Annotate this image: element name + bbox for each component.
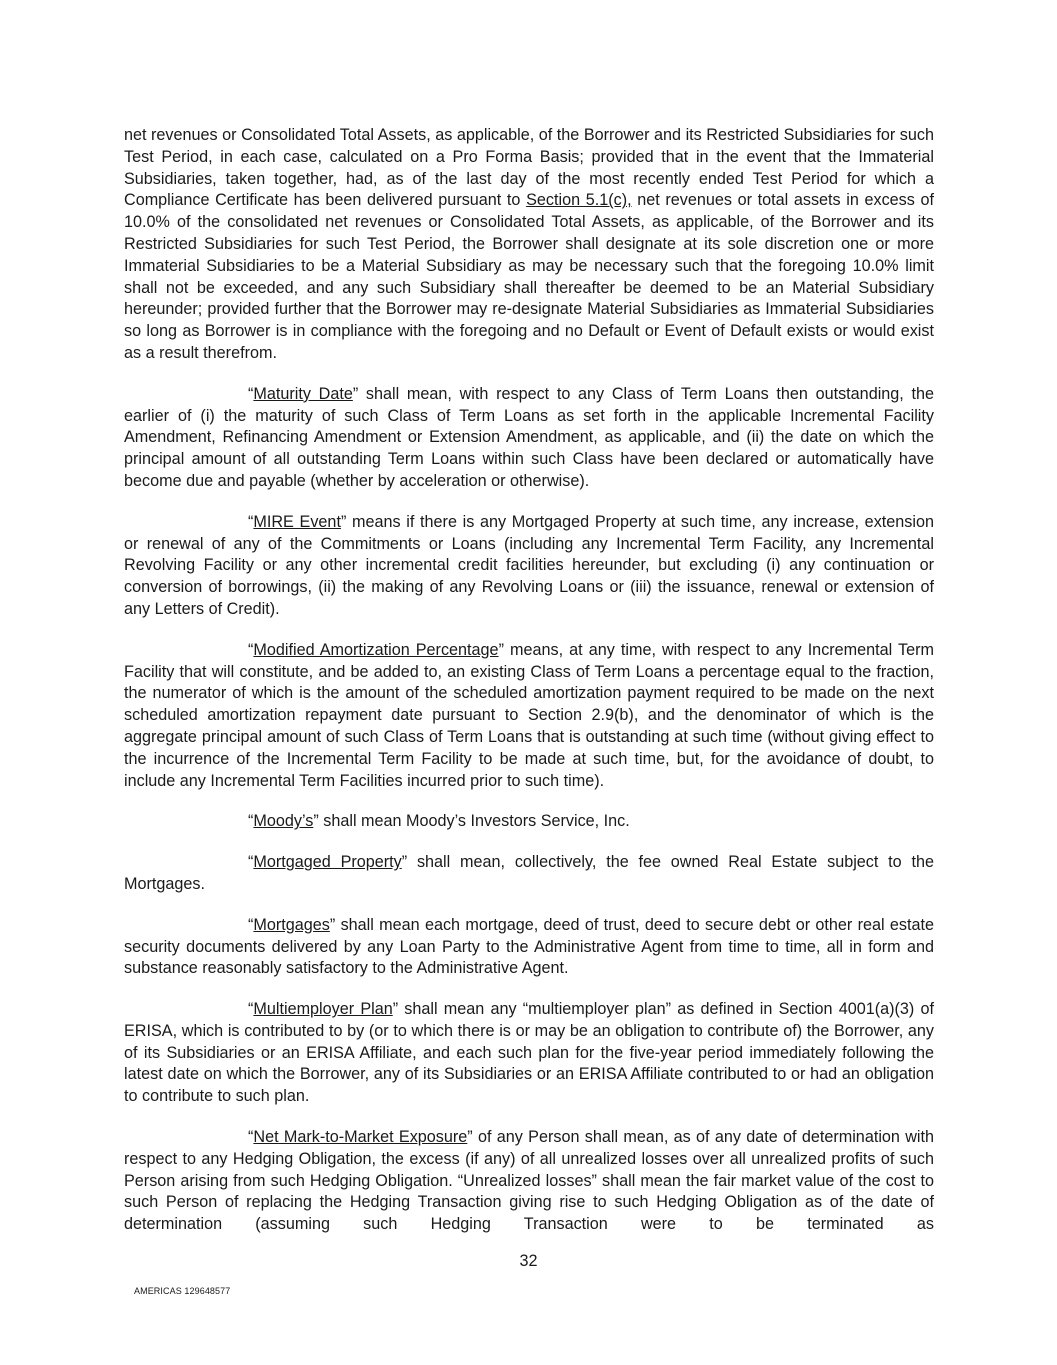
definition-mire-event: “MIRE Event” means if there is any Mortgaged Property at such time, any increase, extension or renewal of any of the Commitments or Loans (including any Incremental Term Facility, any Incremental Revolving Facility or any other incremental credit facilities hereunder, but excluding (i) any continuation or conversion of borrowings, (ii) the making of any Revolving Loans or (iii) the issuance, renewal or extension of any Letters of Credit). [124, 512, 934, 618]
section-reference: Section 5.1(c), [526, 191, 632, 210]
paragraph-text: net revenues or Consolidated Total Assets, as applicable, of the Borrower and its Restricted Subsidiaries for such Test Period, in each case, calculated on a Pro Forma Basis; provided that in the event that the Immaterial Subsidiaries, taken together, had, as of the last day of the most recently ended Test Period for which a Compliance Certificate has been delivered pursuant to [124, 126, 934, 210]
document-body [124, 125, 934, 1255]
definition-text: of any Person shall mean, as of any date of determination with respect to any Hedging Obligation, the excess (if any) of all unrealized losses over all unrealized profits of such Person arising from such Hedging Obligation. “Unrealized losses” shall mean the fair market value of the cost to such Person of replacing the Hedging Transaction giving rise to such Hedging Obligation as of the date of determination (assuming such Hedging Transaction were to be terminated as [124, 1128, 934, 1234]
definition-text: Mortgages. [124, 874, 205, 893]
paragraph-text: net revenues or total assets in excess of 10.0% of the consolidated net revenues or Consolidated Total Assets, as applicable, of the Borrower and its Restricted Subsidiaries for such Test Period, the Borrower shall designate at its sole discretion one or more Immaterial Subsidiaries to be a Material Subsidiary as may be necessary such that the foregoing 10.0% limit shall not be exceeded, and any such Subsidiary shall thereafter be deemed to be an Material Subsidiary hereunder; provided further that the Borrower may re-designate Material Subsidiaries as Immaterial Subsidiaries so long as Borrower is in compliance with the foregoing and no Default or Event of Default exists or would exist as a result therefrom. [124, 191, 935, 362]
definition-text: shall mean, collectively, the fee owned Real Estate subject to the [407, 853, 934, 872]
defined-term: Net Mark-to-Market Exposure [253, 1128, 468, 1147]
definition-moodys: “Moody’s” shall mean Moody’s Investors Service, Inc. [248, 812, 630, 831]
definition-modified-amortization-percentage: “Modified Amortization Percentage” means, at any time, with respect to any Incremental Term Facility that will constitute, and be added to, an existing Class of Term Loans a percentage equal to the fraction, the numerator of which is the amount of the scheduled amortization payment required to be made on the next scheduled amortization repayment date pursuant to Section 2.9(b), and the denominator of which is the aggregate principal amount of such Class of Term Loans that is outstanding at such time (without giving effect to the incurrence of the Incremental Term Facility to be made at such time, but, for the avoidance of doubt, to include any Incremental Term Facilities incurred prior to such time). [124, 640, 934, 790]
defined-term: Maturity Date [253, 384, 353, 403]
continuation-paragraph [124, 125, 934, 365]
definition-maturity-date: “Maturity Date” shall mean, with respect to any Class of Term Loans then outstanding, the earlier of (i) the maturity of such Class of Term Loans as set forth in the applicable Incremental Facility Amendment, Refinancing Amendment or Extension Amendment, as applicable, and (ii) the date on which the principal amount of all outstanding Term Loans within such Class have been declared or automatically have become due and payable (whether by acceleration or otherwise). [124, 384, 934, 490]
definition-text: means, at any time, with respect to any Incremental Term Facility that will constitute, and be added to, an existing Class of Term Loans a percentage equal to the fraction, the numerator of which is the amount of the scheduled amortization payment required to be made on the next scheduled amortization repayment date pursuant to Section 2.9(b), and the denominator of which is the aggregate principal amount of such Class of Term Loans that is outstanding at such time (without giving effect to the incurrence of the Incremental Term Facility to be made at such time, but, for the avoidance of doubt, to include any Incremental Term Facilities incurred prior to such time). [124, 640, 934, 790]
defined-term: Mortgages [253, 915, 330, 934]
defined-term: Mortgaged Property [253, 853, 402, 872]
definition-text: shall mean Moody’s Investors Service, Inc. [318, 812, 630, 831]
definition-net-mark-to-market-exposure: “Net Mark-to-Market Exposure” of any Person shall mean, as of any date of determination with respect to any Hedging Obligation, the excess (if any) of all unrealized losses over all unrealized profits of such Person arising from such Hedging Obligation. “Unrealized losses” shall mean the fair market value of the cost to such Person of replacing the Hedging Transaction giving rise to such Hedging Obligation as of the date of determination (assuming such Hedging Transaction were to be terminated as [124, 1128, 934, 1234]
defined-term: Modified Amortization Percentage [253, 640, 499, 659]
page-number: 32 [519, 1252, 538, 1270]
defined-term: MIRE Event [253, 512, 341, 531]
definition-text: means if there is any Mortgaged Property at such time, any increase, extension or renewal of any of the Commitments or Loans (including any Incremental Term Facility, any Incremental Revolving Facility or any other incremental credit facilities hereunder, but excluding (i) any continuation or conversion of borrowings, (ii) the making of any Revolving Loans or (iii) the issuance, renewal or extension of any Letters of Credit). [124, 512, 934, 618]
definition-text: shall mean each mortgage, deed of trust, deed to secure debt or other real estate security documents delivered by any Loan Party to the Administrative Agent from time to time, all in form and substance reasonably satisfactory to the Administrative Agent. [124, 915, 934, 978]
definition-multiemployer-plan: “Multiemployer Plan” shall mean any “multiemployer plan” as defined in Section 4001(a)(3) of ERISA, which is contributed to by (or to which there is or may be an obligation to contribute of) the Borrower, any of its Subsidiaries or an ERISA Affiliate, and each such plan for the five-year period immediately following the latest date on which the Borrower, any of its Subsidiaries or an ERISA Affiliate contributed to or had an obligation to contribute to such plan. [124, 1000, 934, 1106]
definition-mortgaged-property: “Mortgaged Property” shall mean, collectively, the fee owned Real Estate subject to the [248, 853, 934, 872]
definition-text: shall mean any “multiemployer plan” as defined in Section 4001(a)(3) of ERISA, which is contributed to by (or to which there is or may be an obligation to contribute of) the Borrower, any of its Subsidiaries or an ERISA Affiliate, and each such plan for the five-year period immediately following the latest date on which the Borrower, any of its Subsidiaries or an ERISA Affiliate contributed to or had an obligation to contribute to such plan. [124, 1000, 934, 1106]
definition-mortgages: “Mortgages” shall mean each mortgage, deed of trust, deed to secure debt or other real estate security documents delivered by any Loan Party to the Administrative Agent from time to time, all in form and substance reasonably satisfactory to the Administrative Agent. [124, 915, 934, 978]
definition-text: shall mean, with respect to any Class of Term Loans then outstanding, the earlier of (i) the maturity of such Class of Term Loans as set forth in the applicable Incremental Facility Amendment, Refinancing Amendment or Extension Amendment, as applicable, and (ii) the date on which the principal amount of all outstanding Term Loans within such Class have been declared or automatically have become due and payable (whether by acceleration or otherwise). [124, 384, 934, 490]
defined-term: Moody’s [253, 812, 314, 831]
defined-term: Multiemployer Plan [253, 1000, 393, 1019]
definition-mortgaged-property-tail [124, 874, 934, 896]
document-id: AMERICAS 129648577 [134, 1286, 231, 1296]
